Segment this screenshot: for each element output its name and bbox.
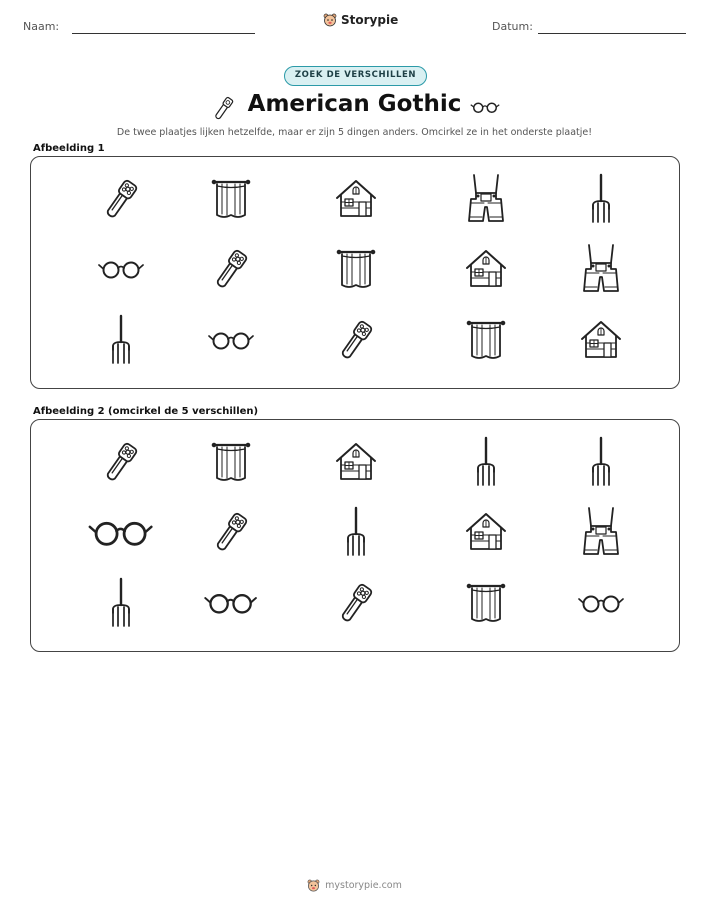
safety-pin-icon[interactable]	[181, 502, 281, 562]
glasses-icon	[71, 239, 171, 299]
instructions: De twee plaatjes lijken hetzelfde, maar er zijn 5 dingen anders. Omcirkel ze in het onderste plaatje!	[116, 127, 593, 138]
name-label: Naam:	[23, 20, 60, 33]
safety-pin-icon[interactable]	[71, 432, 171, 492]
glasses-icon	[470, 99, 500, 118]
bear-logo-icon	[307, 879, 320, 892]
overalls-icon[interactable]	[551, 502, 651, 562]
pitchfork-icon[interactable]	[436, 432, 536, 492]
house-icon	[436, 239, 536, 299]
brand-logo	[323, 13, 398, 27]
brand-name: Storypie	[341, 13, 399, 27]
glasses-icon[interactable]	[71, 502, 171, 562]
curtain-icon[interactable]	[181, 432, 281, 492]
footer-url: mystorypie.com	[325, 880, 402, 891]
house-icon[interactable]	[436, 502, 536, 562]
overalls-icon	[551, 239, 651, 299]
picture-1-panel	[30, 156, 680, 389]
pitchfork-icon	[551, 169, 651, 229]
pitchfork-icon	[71, 310, 171, 370]
house-icon[interactable]	[306, 432, 406, 492]
curtain-icon	[306, 239, 406, 299]
curtain-icon[interactable]	[436, 573, 536, 633]
page-title: American Gothic	[247, 91, 462, 117]
pitchfork-icon[interactable]	[551, 432, 651, 492]
date-field[interactable]	[538, 33, 686, 34]
name-field[interactable]	[72, 33, 255, 34]
safety-pin-icon	[306, 310, 406, 370]
panel-2-label: Afbeelding 2 (omcirkel de 5 verschillen)	[33, 406, 259, 417]
safety-pin-icon	[71, 169, 171, 229]
house-icon	[551, 310, 651, 370]
curtain-icon	[436, 310, 536, 370]
pitchfork-icon[interactable]	[306, 502, 406, 562]
glasses-icon[interactable]	[181, 573, 281, 633]
pitchfork-icon[interactable]	[71, 573, 171, 633]
glasses-icon[interactable]	[551, 573, 651, 633]
activity-badge: ZOEK DE VERSCHILLEN	[284, 66, 427, 86]
safety-pin-icon	[181, 239, 281, 299]
picture-2-panel[interactable]	[30, 419, 680, 652]
date-label: Datum:	[492, 20, 533, 33]
footer	[0, 879, 709, 892]
overalls-icon	[436, 169, 536, 229]
house-icon	[306, 169, 406, 229]
panel-1-label: Afbeelding 1	[33, 143, 105, 154]
glasses-icon	[181, 310, 281, 370]
bear-logo-icon	[323, 13, 337, 27]
safety-pin-icon[interactable]	[306, 573, 406, 633]
curtain-icon	[181, 169, 281, 229]
